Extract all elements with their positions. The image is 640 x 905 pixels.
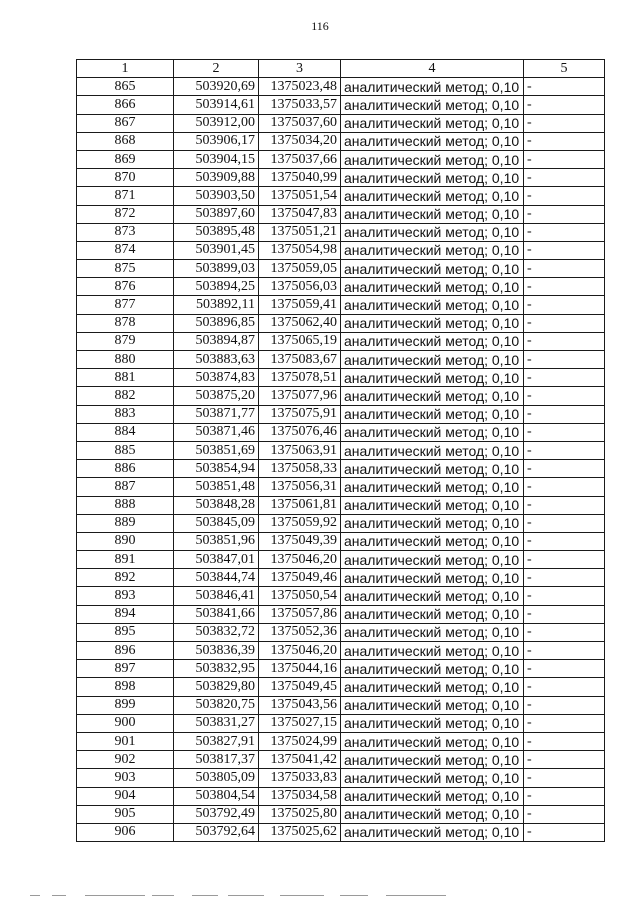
- table-row: [77, 732, 605, 750]
- x-coordinate-cell: 503832,72: [174, 623, 259, 641]
- x-coordinate-cell: 503851,48: [174, 478, 259, 496]
- table-row: [77, 441, 605, 459]
- page-number: 116: [311, 19, 329, 33]
- column-header-note: 5: [524, 60, 605, 78]
- y-coordinate-cell: 1375075,91: [259, 405, 341, 423]
- note-cell: -: [524, 223, 605, 241]
- x-coordinate-cell: 503845,09: [174, 514, 259, 532]
- x-coordinate-cell: 503904,15: [174, 150, 259, 168]
- note-cell: -: [524, 78, 605, 96]
- note-cell: -: [524, 278, 605, 296]
- note-cell: -: [524, 678, 605, 696]
- note-cell: -: [524, 478, 605, 496]
- table-row: [77, 187, 605, 205]
- x-coordinate-cell: 503892,11: [174, 296, 259, 314]
- note-cell: -: [524, 569, 605, 587]
- y-coordinate-cell: 1375061,81: [259, 496, 341, 514]
- x-coordinate-cell: 503854,94: [174, 460, 259, 478]
- note-cell: -: [524, 260, 605, 278]
- table-row: [77, 405, 605, 423]
- y-coordinate-cell: 1375078,51: [259, 369, 341, 387]
- note-cell: -: [524, 296, 605, 314]
- y-coordinate-cell: 1375059,41: [259, 296, 341, 314]
- point-number-cell: 889: [77, 514, 174, 532]
- method-cell: аналитический метод; 0,10: [341, 551, 524, 569]
- y-coordinate-cell: 1375024,99: [259, 732, 341, 750]
- y-coordinate-cell: 1375034,20: [259, 132, 341, 150]
- y-coordinate-cell: 1375062,40: [259, 314, 341, 332]
- method-cell: аналитический метод; 0,10: [341, 623, 524, 641]
- point-number-cell: 866: [77, 96, 174, 114]
- table-row: [77, 823, 605, 841]
- note-cell: -: [524, 387, 605, 405]
- method-cell: аналитический метод; 0,10: [341, 278, 524, 296]
- method-cell: аналитический метод; 0,10: [341, 751, 524, 769]
- method-cell: аналитический метод; 0,10: [341, 78, 524, 96]
- table-body: [77, 78, 605, 842]
- table-row: [77, 78, 605, 96]
- x-coordinate-cell: 503874,83: [174, 369, 259, 387]
- method-cell: аналитический метод; 0,10: [341, 787, 524, 805]
- table-row: [77, 223, 605, 241]
- method-cell: аналитический метод; 0,10: [341, 805, 524, 823]
- table-row: [77, 569, 605, 587]
- table-row: [77, 478, 605, 496]
- method-cell: аналитический метод; 0,10: [341, 678, 524, 696]
- note-cell: -: [524, 532, 605, 550]
- x-coordinate-cell: 503829,80: [174, 678, 259, 696]
- x-coordinate-cell: 503792,49: [174, 805, 259, 823]
- y-coordinate-cell: 1375059,92: [259, 514, 341, 532]
- x-coordinate-cell: 503894,87: [174, 332, 259, 350]
- x-coordinate-cell: 503844,74: [174, 569, 259, 587]
- y-coordinate-cell: 1375076,46: [259, 423, 341, 441]
- point-number-cell: 868: [77, 132, 174, 150]
- header-row: [77, 60, 605, 78]
- point-number-cell: 898: [77, 678, 174, 696]
- x-coordinate-cell: 503841,66: [174, 605, 259, 623]
- note-cell: -: [524, 696, 605, 714]
- x-coordinate-cell: 503895,48: [174, 223, 259, 241]
- method-cell: аналитический метод; 0,10: [341, 405, 524, 423]
- note-cell: -: [524, 460, 605, 478]
- point-number-cell: 897: [77, 660, 174, 678]
- point-number-cell: 892: [77, 569, 174, 587]
- x-coordinate-cell: 503903,50: [174, 187, 259, 205]
- note-cell: -: [524, 605, 605, 623]
- point-number-cell: 882: [77, 387, 174, 405]
- point-number-cell: 899: [77, 696, 174, 714]
- method-cell: аналитический метод; 0,10: [341, 460, 524, 478]
- point-number-cell: 867: [77, 114, 174, 132]
- y-coordinate-cell: 1375050,54: [259, 587, 341, 605]
- point-number-cell: 878: [77, 314, 174, 332]
- note-cell: -: [524, 169, 605, 187]
- table-row: [77, 751, 605, 769]
- x-coordinate-cell: 503897,60: [174, 205, 259, 223]
- method-cell: аналитический метод; 0,10: [341, 605, 524, 623]
- method-cell: аналитический метод; 0,10: [341, 696, 524, 714]
- method-cell: аналитический метод; 0,10: [341, 587, 524, 605]
- x-coordinate-cell: 503792,64: [174, 823, 259, 841]
- table-row: [77, 623, 605, 641]
- note-cell: -: [524, 132, 605, 150]
- method-cell: аналитический метод; 0,10: [341, 660, 524, 678]
- point-number-cell: 872: [77, 205, 174, 223]
- y-coordinate-cell: 1375025,80: [259, 805, 341, 823]
- method-cell: аналитический метод; 0,10: [341, 96, 524, 114]
- x-coordinate-cell: 503883,63: [174, 351, 259, 369]
- point-number-cell: 874: [77, 241, 174, 259]
- point-number-cell: 871: [77, 187, 174, 205]
- method-cell: аналитический метод; 0,10: [341, 187, 524, 205]
- x-coordinate-cell: 503899,03: [174, 260, 259, 278]
- column-header-y: 3: [259, 60, 341, 78]
- column-header-point-number: 1: [77, 60, 174, 78]
- table-row: [77, 150, 605, 168]
- point-number-cell: 884: [77, 423, 174, 441]
- table-row: [77, 587, 605, 605]
- point-number-cell: 880: [77, 351, 174, 369]
- table-row: [77, 332, 605, 350]
- x-coordinate-cell: 503871,46: [174, 423, 259, 441]
- point-number-cell: 900: [77, 714, 174, 732]
- x-coordinate-cell: 503846,41: [174, 587, 259, 605]
- method-cell: аналитический метод; 0,10: [341, 223, 524, 241]
- y-coordinate-cell: 1375046,20: [259, 642, 341, 660]
- method-cell: аналитический метод; 0,10: [341, 132, 524, 150]
- y-coordinate-cell: 1375046,20: [259, 551, 341, 569]
- y-coordinate-cell: 1375056,31: [259, 478, 341, 496]
- table-row: [77, 787, 605, 805]
- method-cell: аналитический метод; 0,10: [341, 369, 524, 387]
- method-cell: аналитический метод; 0,10: [341, 314, 524, 332]
- y-coordinate-cell: 1375065,19: [259, 332, 341, 350]
- table-row: [77, 769, 605, 787]
- point-number-cell: 881: [77, 369, 174, 387]
- column-header-method: 4: [341, 60, 524, 78]
- point-number-cell: 877: [77, 296, 174, 314]
- point-number-cell: 893: [77, 587, 174, 605]
- y-coordinate-cell: 1375034,58: [259, 787, 341, 805]
- method-cell: аналитический метод; 0,10: [341, 769, 524, 787]
- y-coordinate-cell: 1375037,60: [259, 114, 341, 132]
- y-coordinate-cell: 1375040,99: [259, 169, 341, 187]
- y-coordinate-cell: 1375041,42: [259, 751, 341, 769]
- method-cell: аналитический метод; 0,10: [341, 150, 524, 168]
- method-cell: аналитический метод; 0,10: [341, 169, 524, 187]
- note-cell: -: [524, 751, 605, 769]
- y-coordinate-cell: 1375057,86: [259, 605, 341, 623]
- note-cell: -: [524, 714, 605, 732]
- method-cell: аналитический метод; 0,10: [341, 732, 524, 750]
- table-row: [77, 241, 605, 259]
- y-coordinate-cell: 1375033,57: [259, 96, 341, 114]
- x-coordinate-cell: 503894,25: [174, 278, 259, 296]
- note-cell: -: [524, 623, 605, 641]
- table-row: [77, 605, 605, 623]
- point-number-cell: 879: [77, 332, 174, 350]
- note-cell: -: [524, 732, 605, 750]
- note-cell: -: [524, 587, 605, 605]
- note-cell: -: [524, 551, 605, 569]
- method-cell: аналитический метод; 0,10: [341, 387, 524, 405]
- method-cell: аналитический метод; 0,10: [341, 532, 524, 550]
- method-cell: аналитический метод; 0,10: [341, 241, 524, 259]
- point-number-cell: 869: [77, 150, 174, 168]
- point-number-cell: 895: [77, 623, 174, 641]
- x-coordinate-cell: 503804,54: [174, 787, 259, 805]
- column-header-x: 2: [174, 60, 259, 78]
- scan-footer-marks: [30, 893, 590, 899]
- point-number-cell: 870: [77, 169, 174, 187]
- table-row: [77, 260, 605, 278]
- note-cell: -: [524, 441, 605, 459]
- method-cell: аналитический метод; 0,10: [341, 205, 524, 223]
- table-row: [77, 351, 605, 369]
- point-number-cell: 865: [77, 78, 174, 96]
- method-cell: аналитический метод; 0,10: [341, 823, 524, 841]
- note-cell: -: [524, 96, 605, 114]
- point-number-cell: 903: [77, 769, 174, 787]
- note-cell: -: [524, 642, 605, 660]
- point-number-cell: 896: [77, 642, 174, 660]
- y-coordinate-cell: 1375077,96: [259, 387, 341, 405]
- y-coordinate-cell: 1375049,39: [259, 532, 341, 550]
- table-header: [77, 60, 605, 78]
- table-row: [77, 96, 605, 114]
- y-coordinate-cell: 1375059,05: [259, 260, 341, 278]
- y-coordinate-cell: 1375033,83: [259, 769, 341, 787]
- point-number-cell: 894: [77, 605, 174, 623]
- method-cell: аналитический метод; 0,10: [341, 478, 524, 496]
- point-number-cell: 906: [77, 823, 174, 841]
- y-coordinate-cell: 1375037,66: [259, 150, 341, 168]
- note-cell: -: [524, 787, 605, 805]
- y-coordinate-cell: 1375083,67: [259, 351, 341, 369]
- note-cell: -: [524, 150, 605, 168]
- y-coordinate-cell: 1375025,62: [259, 823, 341, 841]
- note-cell: -: [524, 187, 605, 205]
- note-cell: -: [524, 405, 605, 423]
- note-cell: -: [524, 660, 605, 678]
- x-coordinate-cell: 503912,00: [174, 114, 259, 132]
- coordinates-table: [76, 59, 605, 842]
- y-coordinate-cell: 1375051,54: [259, 187, 341, 205]
- y-coordinate-cell: 1375052,36: [259, 623, 341, 641]
- y-coordinate-cell: 1375049,45: [259, 678, 341, 696]
- y-coordinate-cell: 1375027,15: [259, 714, 341, 732]
- table-row: [77, 169, 605, 187]
- method-cell: аналитический метод; 0,10: [341, 514, 524, 532]
- x-coordinate-cell: 503851,69: [174, 441, 259, 459]
- table-row: [77, 642, 605, 660]
- x-coordinate-cell: 503820,75: [174, 696, 259, 714]
- x-coordinate-cell: 503817,37: [174, 751, 259, 769]
- table-row: [77, 514, 605, 532]
- note-cell: -: [524, 823, 605, 841]
- y-coordinate-cell: 1375063,91: [259, 441, 341, 459]
- method-cell: аналитический метод; 0,10: [341, 496, 524, 514]
- table-row: [77, 714, 605, 732]
- x-coordinate-cell: 503851,96: [174, 532, 259, 550]
- y-coordinate-cell: 1375047,83: [259, 205, 341, 223]
- point-number-cell: 886: [77, 460, 174, 478]
- method-cell: аналитический метод; 0,10: [341, 332, 524, 350]
- table-row: [77, 314, 605, 332]
- y-coordinate-cell: 1375051,21: [259, 223, 341, 241]
- method-cell: аналитический метод; 0,10: [341, 296, 524, 314]
- table-row: [77, 278, 605, 296]
- y-coordinate-cell: 1375043,56: [259, 696, 341, 714]
- point-number-cell: 905: [77, 805, 174, 823]
- method-cell: аналитический метод; 0,10: [341, 569, 524, 587]
- x-coordinate-cell: 503805,09: [174, 769, 259, 787]
- point-number-cell: 876: [77, 278, 174, 296]
- note-cell: -: [524, 423, 605, 441]
- note-cell: -: [524, 114, 605, 132]
- x-coordinate-cell: 503836,39: [174, 642, 259, 660]
- point-number-cell: 891: [77, 551, 174, 569]
- method-cell: аналитический метод; 0,10: [341, 351, 524, 369]
- note-cell: -: [524, 205, 605, 223]
- note-cell: -: [524, 769, 605, 787]
- y-coordinate-cell: 1375044,16: [259, 660, 341, 678]
- note-cell: -: [524, 496, 605, 514]
- table-row: [77, 532, 605, 550]
- table-row: [77, 423, 605, 441]
- method-cell: аналитический метод; 0,10: [341, 114, 524, 132]
- point-number-cell: 873: [77, 223, 174, 241]
- point-number-cell: 902: [77, 751, 174, 769]
- note-cell: -: [524, 332, 605, 350]
- point-number-cell: 875: [77, 260, 174, 278]
- x-coordinate-cell: 503827,91: [174, 732, 259, 750]
- note-cell: -: [524, 241, 605, 259]
- table-row: [77, 132, 605, 150]
- point-number-cell: 890: [77, 532, 174, 550]
- x-coordinate-cell: 503906,17: [174, 132, 259, 150]
- table-row: [77, 369, 605, 387]
- method-cell: аналитический метод; 0,10: [341, 441, 524, 459]
- table-row: [77, 660, 605, 678]
- x-coordinate-cell: 503831,27: [174, 714, 259, 732]
- method-cell: аналитический метод; 0,10: [341, 260, 524, 278]
- x-coordinate-cell: 503847,01: [174, 551, 259, 569]
- table-row: [77, 551, 605, 569]
- table-row: [77, 387, 605, 405]
- y-coordinate-cell: 1375056,03: [259, 278, 341, 296]
- x-coordinate-cell: 503832,95: [174, 660, 259, 678]
- x-coordinate-cell: 503848,28: [174, 496, 259, 514]
- x-coordinate-cell: 503875,20: [174, 387, 259, 405]
- y-coordinate-cell: 1375058,33: [259, 460, 341, 478]
- point-number-cell: 904: [77, 787, 174, 805]
- point-number-cell: 901: [77, 732, 174, 750]
- table-row: [77, 205, 605, 223]
- point-number-cell: 888: [77, 496, 174, 514]
- x-coordinate-cell: 503920,69: [174, 78, 259, 96]
- x-coordinate-cell: 503909,88: [174, 169, 259, 187]
- method-cell: аналитический метод; 0,10: [341, 423, 524, 441]
- table-row: [77, 114, 605, 132]
- x-coordinate-cell: 503871,77: [174, 405, 259, 423]
- note-cell: -: [524, 514, 605, 532]
- note-cell: -: [524, 351, 605, 369]
- y-coordinate-cell: 1375023,48: [259, 78, 341, 96]
- method-cell: аналитический метод; 0,10: [341, 714, 524, 732]
- x-coordinate-cell: 503901,45: [174, 241, 259, 259]
- y-coordinate-cell: 1375054,98: [259, 241, 341, 259]
- table-row: [77, 496, 605, 514]
- table-row: [77, 460, 605, 478]
- note-cell: -: [524, 369, 605, 387]
- point-number-cell: 883: [77, 405, 174, 423]
- note-cell: -: [524, 314, 605, 332]
- table-row: [77, 696, 605, 714]
- table-row: [77, 296, 605, 314]
- note-cell: -: [524, 805, 605, 823]
- point-number-cell: 885: [77, 441, 174, 459]
- x-coordinate-cell: 503914,61: [174, 96, 259, 114]
- y-coordinate-cell: 1375049,46: [259, 569, 341, 587]
- table-row: [77, 805, 605, 823]
- x-coordinate-cell: 503896,85: [174, 314, 259, 332]
- table-row: [77, 678, 605, 696]
- point-number-cell: 887: [77, 478, 174, 496]
- method-cell: аналитический метод; 0,10: [341, 642, 524, 660]
